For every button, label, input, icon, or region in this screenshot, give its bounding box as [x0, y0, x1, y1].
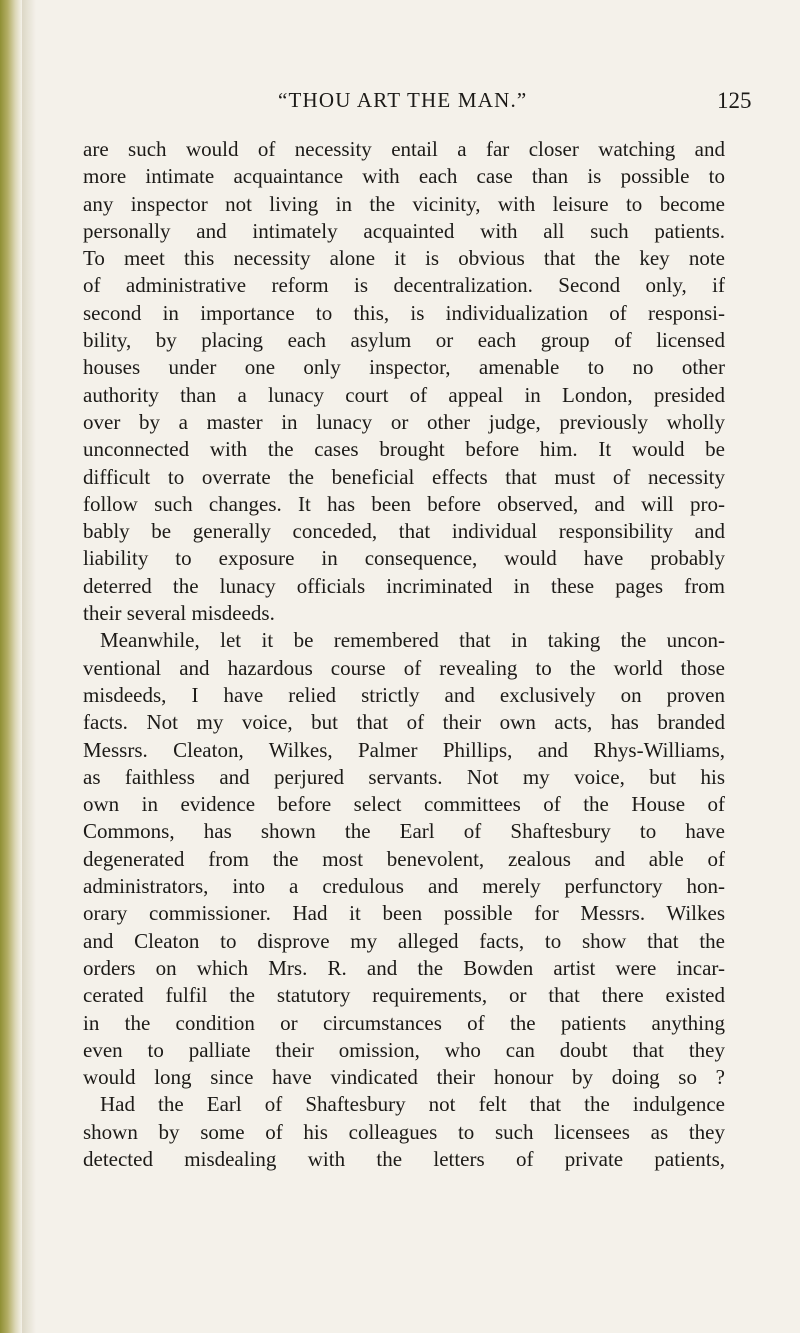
text-line: Commons, has shown the Earl of Shaftesbury to have	[83, 819, 725, 844]
text-line: any inspector not living in the vicinity, with leisure to become	[83, 191, 725, 216]
text-line: Meanwhile, let it be remembered that in taking the uncon-	[100, 628, 725, 653]
text-line: their several misdeeds.	[83, 601, 275, 626]
text-line: facts. Not my voice, but that of their own acts, has branded	[83, 710, 725, 735]
text-line: misdeeds, I have relied strictly and exclusively on proven	[83, 682, 725, 707]
text-line: personally and intimately acquainted with all such patients.	[83, 218, 725, 243]
text-line: in the condition or circumstances of the patients anything	[83, 1010, 725, 1035]
body-text	[83, 136, 725, 1173]
text-line: unconnected with the cases brought before him. It would be	[83, 437, 725, 462]
text-line: second in importance to this, is individualization of responsi-	[83, 300, 725, 325]
text-line: detected misdealing with the letters of private patients,	[83, 1146, 725, 1171]
running-head-title: “THOU ART THE MAN.”	[278, 88, 528, 112]
text-line: shown by some of his colleagues to such licensees as they	[83, 1119, 725, 1144]
text-line: follow such changes. It has been before observed, and will pro-	[83, 491, 725, 516]
text-line: liability to exposure in consequence, would have probably	[83, 546, 725, 571]
text-line: own in evidence before select committees of the House of	[83, 792, 725, 817]
text-line: ventional and hazardous course of revealing to the world those	[83, 655, 725, 680]
text-line: deterred the lunacy officials incriminated in these pages from	[83, 573, 725, 598]
text-line: over by a master in lunacy or other judge, previously wholly	[83, 409, 725, 434]
page-edge	[0, 0, 22, 1333]
text-line: more intimate acquaintance with each case than is possible to	[83, 164, 725, 189]
text-line: and Cleaton to disprove my alleged facts, to show that the	[83, 928, 725, 953]
text-line: authority than a lunacy court of appeal in London, presided	[83, 382, 725, 407]
text-line: houses under one only inspector, amenable to no other	[83, 355, 725, 380]
text-line: are such would of necessity entail a far closer watching and	[83, 137, 725, 161]
text-line: bably be generally conceded, that individual responsibility and	[83, 519, 725, 544]
text-line: administrators, into a credulous and merely perfunctory hon-	[83, 874, 725, 899]
text-line: Had the Earl of Shaftesbury not felt that the indulgence	[100, 1092, 725, 1117]
text-line: even to palliate their omission, who can doubt that they	[83, 1037, 725, 1062]
running-head	[0, 86, 800, 118]
text-line: difficult to overrate the beneficial effects that must of necessity	[83, 464, 725, 489]
text-line: degenerated from the most benevolent, zealous and able of	[83, 846, 725, 871]
text-line: cerated fulfil the statutory requirements, or that there existed	[83, 983, 725, 1008]
page-number: 125	[717, 88, 752, 113]
page-edge-shadow	[22, 0, 36, 1333]
text-line: To meet this necessity alone it is obvious that the key note	[83, 246, 725, 271]
text-line: orary commissioner. Had it been possible for Messrs. Wilkes	[83, 901, 725, 926]
text-line: as faithless and perjured servants. Not my voice, but his	[83, 764, 725, 789]
text-line: bility, by placing each asylum or each group of licensed	[83, 328, 725, 353]
text-line: orders on which Mrs. R. and the Bowden artist were incar-	[83, 955, 725, 980]
text-line: would long since have vindicated their honour by doing so ?	[83, 1065, 725, 1090]
text-line: Messrs. Cleaton, Wilkes, Palmer Phillips, and Rhys-Williams,	[83, 737, 725, 762]
text-line: of administrative reform is decentralization. Second only, if	[83, 273, 725, 298]
